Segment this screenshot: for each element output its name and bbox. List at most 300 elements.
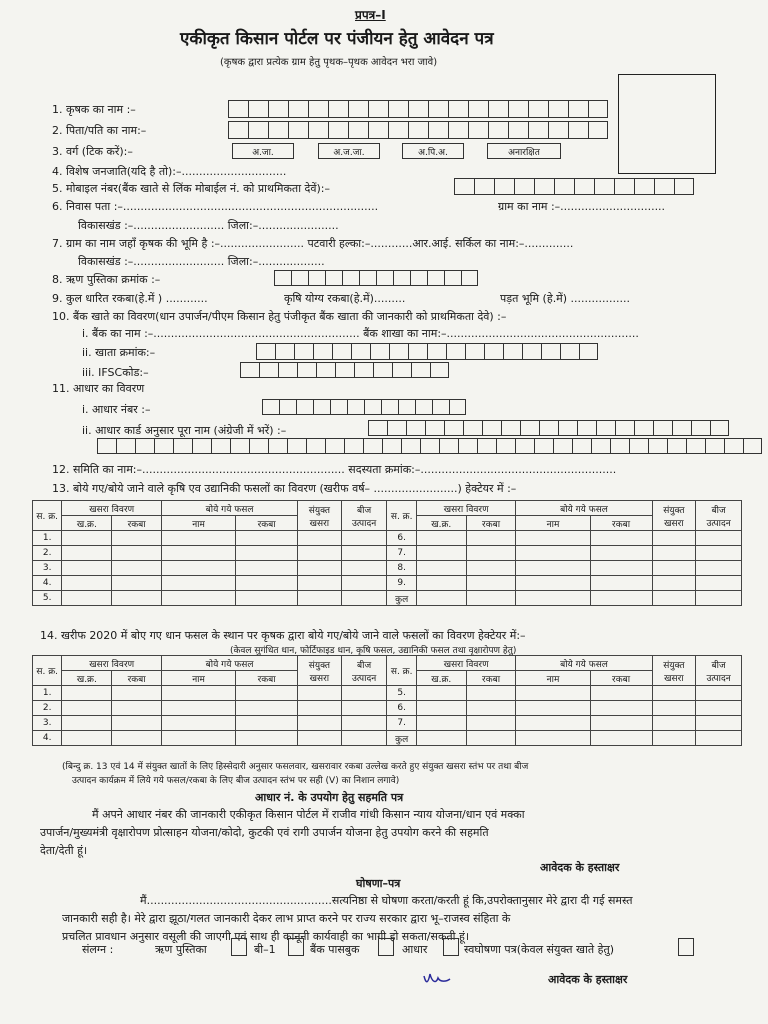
table-cell[interactable] xyxy=(161,591,235,606)
table-cell[interactable] xyxy=(590,731,652,746)
char-box[interactable] xyxy=(313,343,332,360)
table-cell[interactable] xyxy=(516,561,590,576)
char-box[interactable] xyxy=(116,438,135,454)
table-cell[interactable] xyxy=(161,531,235,546)
attach-passbook-checkbox[interactable] xyxy=(378,938,394,956)
table-cell[interactable] xyxy=(341,686,387,701)
table-cell[interactable] xyxy=(298,531,342,546)
char-box[interactable] xyxy=(634,178,654,195)
char-box[interactable] xyxy=(398,399,415,415)
table-cell[interactable] xyxy=(341,561,387,576)
char-box[interactable] xyxy=(588,100,608,118)
char-box[interactable] xyxy=(376,270,393,286)
table-cell[interactable] xyxy=(112,591,162,606)
char-box[interactable] xyxy=(488,121,508,139)
char-box[interactable] xyxy=(653,420,672,436)
char-box[interactable] xyxy=(278,362,297,378)
char-box[interactable] xyxy=(268,438,287,454)
table-cell[interactable] xyxy=(236,531,298,546)
char-box[interactable] xyxy=(610,438,629,454)
table-cell[interactable] xyxy=(516,546,590,561)
row-serial: 1. xyxy=(33,531,62,546)
table-cell[interactable] xyxy=(516,731,590,746)
table-cell[interactable] xyxy=(516,591,590,606)
char-box[interactable] xyxy=(408,121,428,139)
char-box[interactable] xyxy=(534,438,553,454)
char-box[interactable] xyxy=(534,178,554,195)
char-box[interactable] xyxy=(568,100,588,118)
col-seed-production: बीज उत्पादन xyxy=(696,656,742,686)
char-box[interactable] xyxy=(474,178,494,195)
char-box[interactable] xyxy=(691,420,710,436)
char-box[interactable] xyxy=(591,438,610,454)
char-box[interactable] xyxy=(288,121,308,139)
char-box[interactable] xyxy=(439,438,458,454)
table-cell[interactable] xyxy=(652,531,696,546)
char-box[interactable] xyxy=(230,438,249,454)
char-box[interactable] xyxy=(262,399,279,415)
table-cell[interactable] xyxy=(590,716,652,731)
char-box[interactable] xyxy=(541,343,560,360)
attach-self-declaration-checkbox[interactable] xyxy=(678,938,694,956)
table-cell[interactable] xyxy=(590,546,652,561)
char-box[interactable] xyxy=(354,362,373,378)
note-line-2: उत्पादन कार्यक्रम में लिये गये फसल/रकबा के लिए बीज उत्पादन स्तंभ पर सही (V) का निशान लगावे) xyxy=(72,776,400,786)
table-cell[interactable] xyxy=(112,731,162,746)
char-box[interactable] xyxy=(279,399,296,415)
char-box[interactable] xyxy=(308,270,325,286)
char-box[interactable] xyxy=(240,362,259,378)
char-box[interactable] xyxy=(503,343,522,360)
char-box[interactable] xyxy=(275,343,294,360)
char-box[interactable] xyxy=(297,362,316,378)
char-box[interactable] xyxy=(228,121,248,139)
char-box[interactable] xyxy=(488,100,508,118)
table-cell[interactable] xyxy=(416,531,466,546)
char-box[interactable] xyxy=(291,270,308,286)
char-box[interactable] xyxy=(373,362,392,378)
table-cell[interactable] xyxy=(466,546,516,561)
char-box[interactable] xyxy=(135,438,154,454)
category-obc[interactable]: अ.पि.अ. xyxy=(402,143,464,159)
char-box[interactable] xyxy=(332,343,351,360)
table-cell[interactable] xyxy=(341,731,387,746)
table-cell[interactable] xyxy=(466,531,516,546)
table-cell[interactable] xyxy=(696,546,742,561)
char-box[interactable] xyxy=(482,420,501,436)
char-box[interactable] xyxy=(347,399,364,415)
char-box[interactable] xyxy=(211,438,230,454)
char-box[interactable] xyxy=(306,438,325,454)
table-cell[interactable] xyxy=(516,686,590,701)
char-box[interactable] xyxy=(468,100,488,118)
char-box[interactable] xyxy=(514,178,534,195)
char-box[interactable] xyxy=(363,438,382,454)
char-box[interactable] xyxy=(448,121,468,139)
char-box[interactable] xyxy=(411,362,430,378)
table-cell[interactable] xyxy=(652,561,696,576)
char-box[interactable] xyxy=(465,343,484,360)
char-box[interactable] xyxy=(259,362,278,378)
char-box[interactable] xyxy=(448,100,468,118)
char-box[interactable] xyxy=(508,121,528,139)
char-box[interactable] xyxy=(410,270,427,286)
table-cell[interactable] xyxy=(590,686,652,701)
char-box[interactable] xyxy=(553,438,572,454)
char-box[interactable] xyxy=(274,270,291,286)
mobile-boxes[interactable] xyxy=(454,178,694,195)
table-cell[interactable] xyxy=(298,701,342,716)
table-cell[interactable] xyxy=(696,701,742,716)
char-box[interactable] xyxy=(248,100,268,118)
char-box[interactable] xyxy=(428,100,448,118)
char-box[interactable] xyxy=(444,270,461,286)
char-box[interactable] xyxy=(389,343,408,360)
table-cell[interactable] xyxy=(341,701,387,716)
table-cell[interactable] xyxy=(161,686,235,701)
table-cell[interactable] xyxy=(62,531,112,546)
char-box[interactable] xyxy=(432,399,449,415)
table-cell[interactable] xyxy=(341,716,387,731)
char-box[interactable] xyxy=(268,121,288,139)
table-cell[interactable] xyxy=(466,686,516,701)
char-box[interactable] xyxy=(287,438,306,454)
char-box[interactable] xyxy=(648,438,667,454)
table-cell[interactable] xyxy=(62,731,112,746)
char-box[interactable] xyxy=(228,100,248,118)
char-box[interactable] xyxy=(686,438,705,454)
char-box[interactable] xyxy=(344,438,363,454)
char-box[interactable] xyxy=(154,438,173,454)
char-box[interactable] xyxy=(674,178,694,195)
char-box[interactable] xyxy=(428,121,448,139)
table-cell[interactable] xyxy=(652,591,696,606)
table-cell[interactable] xyxy=(62,686,112,701)
char-box[interactable] xyxy=(330,399,347,415)
char-box[interactable] xyxy=(522,343,541,360)
char-box[interactable] xyxy=(461,270,478,286)
char-box[interactable] xyxy=(325,438,344,454)
table-cell[interactable] xyxy=(652,576,696,591)
char-box[interactable] xyxy=(370,343,389,360)
table-cell[interactable] xyxy=(112,686,162,701)
table-cell[interactable] xyxy=(298,716,342,731)
table-cell[interactable] xyxy=(236,561,298,576)
table-cell[interactable] xyxy=(466,576,516,591)
char-box[interactable] xyxy=(496,438,515,454)
char-box[interactable] xyxy=(342,270,359,286)
char-box[interactable] xyxy=(308,100,328,118)
table-cell[interactable] xyxy=(236,591,298,606)
attach-aadhaar-checkbox[interactable] xyxy=(443,938,459,956)
char-box[interactable] xyxy=(408,343,427,360)
table-cell[interactable] xyxy=(416,686,466,701)
char-box[interactable] xyxy=(406,420,425,436)
table-row xyxy=(33,701,742,716)
char-box[interactable] xyxy=(192,438,211,454)
char-box[interactable] xyxy=(615,420,634,436)
table-cell[interactable] xyxy=(62,546,112,561)
char-box[interactable] xyxy=(427,343,446,360)
char-box[interactable] xyxy=(296,399,313,415)
table-cell[interactable] xyxy=(466,731,516,746)
category-st[interactable]: अ.ज.जा. xyxy=(318,143,380,159)
char-box[interactable] xyxy=(256,343,275,360)
father-name-boxes[interactable] xyxy=(228,121,608,139)
char-box[interactable] xyxy=(348,100,368,118)
table-cell[interactable] xyxy=(161,701,235,716)
table-cell[interactable] xyxy=(590,561,652,576)
table-cell[interactable] xyxy=(516,716,590,731)
table-cell[interactable] xyxy=(652,686,696,701)
table-cell[interactable] xyxy=(416,591,466,606)
char-box[interactable] xyxy=(572,438,591,454)
table-cell[interactable] xyxy=(341,531,387,546)
char-box[interactable] xyxy=(387,420,406,436)
table-cell[interactable] xyxy=(236,701,298,716)
char-box[interactable] xyxy=(654,178,674,195)
table-cell[interactable] xyxy=(161,716,235,731)
table-cell[interactable] xyxy=(466,591,516,606)
field-bank-label: 10. बैंक खाते का विवरण(धान उपार्जन/पीएम किसान हेतु पंजीकृत बैंक खाता की जानकारी को प्राथमिकता देवे) :– xyxy=(52,310,507,323)
char-box[interactable] xyxy=(629,438,648,454)
table-cell[interactable] xyxy=(696,576,742,591)
char-box[interactable] xyxy=(388,100,408,118)
table-cell[interactable] xyxy=(696,731,742,746)
table-cell[interactable] xyxy=(416,731,466,746)
aadhaar-name-boxes-1[interactable] xyxy=(368,420,729,436)
attach-rin-pustika-checkbox[interactable] xyxy=(231,938,247,956)
char-box[interactable] xyxy=(614,178,634,195)
char-box[interactable] xyxy=(420,438,439,454)
char-box[interactable] xyxy=(724,438,743,454)
char-box[interactable] xyxy=(427,270,444,286)
col-crop-area: रकबा xyxy=(236,671,298,686)
table-cell[interactable] xyxy=(652,731,696,746)
field-aadhaar-label: 11. आधार का विवरण xyxy=(52,382,145,395)
table-row xyxy=(33,591,742,606)
table-cell[interactable] xyxy=(696,561,742,576)
table-cell[interactable] xyxy=(112,561,162,576)
char-box[interactable] xyxy=(634,420,653,436)
row-serial: 7. xyxy=(387,546,416,561)
char-box[interactable] xyxy=(294,343,313,360)
char-box[interactable] xyxy=(705,438,724,454)
table-cell[interactable] xyxy=(161,731,235,746)
account-boxes[interactable] xyxy=(256,343,598,360)
char-box[interactable] xyxy=(313,399,330,415)
char-box[interactable] xyxy=(484,343,503,360)
table-cell[interactable] xyxy=(341,591,387,606)
char-box[interactable] xyxy=(554,178,574,195)
table-cell[interactable] xyxy=(298,576,342,591)
char-box[interactable] xyxy=(415,399,432,415)
table-cell[interactable] xyxy=(161,576,235,591)
char-box[interactable] xyxy=(477,438,496,454)
char-box[interactable] xyxy=(393,270,410,286)
char-box[interactable] xyxy=(468,121,488,139)
char-box[interactable] xyxy=(425,420,444,436)
char-box[interactable] xyxy=(508,100,528,118)
char-box[interactable] xyxy=(558,420,577,436)
char-box[interactable] xyxy=(710,420,729,436)
table-cell[interactable] xyxy=(112,716,162,731)
char-box[interactable] xyxy=(594,178,614,195)
char-box[interactable] xyxy=(268,100,288,118)
char-box[interactable] xyxy=(335,362,354,378)
table-cell[interactable] xyxy=(236,576,298,591)
char-box[interactable] xyxy=(325,270,342,286)
table-cell[interactable] xyxy=(112,701,162,716)
aadhaar-name-boxes-2[interactable] xyxy=(97,438,762,454)
table-cell[interactable] xyxy=(236,731,298,746)
table-cell[interactable] xyxy=(416,716,466,731)
table-cell[interactable] xyxy=(62,591,112,606)
char-box[interactable] xyxy=(173,438,192,454)
table-cell[interactable] xyxy=(298,686,342,701)
char-box[interactable] xyxy=(368,121,388,139)
table-cell[interactable] xyxy=(298,591,342,606)
table-cell[interactable] xyxy=(652,701,696,716)
char-box[interactable] xyxy=(401,438,420,454)
table-cell[interactable] xyxy=(590,591,652,606)
char-box[interactable] xyxy=(577,420,596,436)
table-cell[interactable] xyxy=(590,701,652,716)
char-box[interactable] xyxy=(520,420,539,436)
char-box[interactable] xyxy=(382,438,401,454)
table-cell[interactable] xyxy=(298,731,342,746)
char-box[interactable] xyxy=(672,420,691,436)
char-box[interactable] xyxy=(359,270,376,286)
char-box[interactable] xyxy=(381,399,398,415)
table-cell[interactable] xyxy=(516,701,590,716)
declaration-line-2: जानकारी सही है। मेरे द्वारा झूठा/गलत जानकारी देकर लाभ प्राप्त करने पर राज्य सरकार द्वारा भू–राजस्व संहिता के xyxy=(62,912,511,925)
char-box[interactable] xyxy=(548,100,568,118)
char-box[interactable] xyxy=(388,121,408,139)
char-box[interactable] xyxy=(539,420,558,436)
char-box[interactable] xyxy=(348,121,368,139)
col-area: रकबा xyxy=(112,516,162,531)
table-cell[interactable] xyxy=(62,716,112,731)
char-box[interactable] xyxy=(574,178,594,195)
char-box[interactable] xyxy=(596,420,615,436)
char-box[interactable] xyxy=(454,178,474,195)
table-cell[interactable] xyxy=(62,561,112,576)
table-cell[interactable] xyxy=(696,591,742,606)
char-box[interactable] xyxy=(328,100,348,118)
table-cell[interactable] xyxy=(161,546,235,561)
table-cell[interactable] xyxy=(161,561,235,576)
char-box[interactable] xyxy=(743,438,762,454)
table-row xyxy=(33,561,742,576)
char-box[interactable] xyxy=(449,399,466,415)
char-box[interactable] xyxy=(368,100,388,118)
char-box[interactable] xyxy=(458,438,477,454)
table-cell[interactable] xyxy=(236,686,298,701)
char-box[interactable] xyxy=(248,121,268,139)
char-box[interactable] xyxy=(528,121,548,139)
table-cell[interactable] xyxy=(516,576,590,591)
col-joint-khasra: संयुक्त खसरा xyxy=(652,656,696,686)
row-serial: 6. xyxy=(387,701,416,716)
table-cell[interactable] xyxy=(696,686,742,701)
char-box[interactable] xyxy=(494,178,514,195)
table-cell[interactable] xyxy=(516,531,590,546)
attach-rin-pustika: ऋण पुस्तिका xyxy=(155,943,207,956)
char-box[interactable] xyxy=(308,121,328,139)
char-box[interactable] xyxy=(568,121,588,139)
farmer-name-boxes[interactable] xyxy=(228,100,608,118)
row-total: कुल xyxy=(387,591,416,606)
table-cell[interactable] xyxy=(416,546,466,561)
char-box[interactable] xyxy=(408,100,428,118)
char-box[interactable] xyxy=(430,362,449,378)
table-cell[interactable] xyxy=(112,531,162,546)
char-box[interactable] xyxy=(579,343,598,360)
table-cell[interactable] xyxy=(466,701,516,716)
char-box[interactable] xyxy=(515,438,534,454)
category-sc[interactable]: अ.जा. xyxy=(232,143,294,159)
table-cell[interactable] xyxy=(590,576,652,591)
table-cell[interactable] xyxy=(298,561,342,576)
char-box[interactable] xyxy=(328,121,348,139)
char-box[interactable] xyxy=(392,362,411,378)
char-box[interactable] xyxy=(351,343,370,360)
table-cell[interactable] xyxy=(112,576,162,591)
char-box[interactable] xyxy=(249,438,268,454)
table-cell[interactable] xyxy=(652,716,696,731)
table-cell[interactable] xyxy=(112,546,162,561)
table-cell[interactable] xyxy=(236,546,298,561)
table-cell[interactable] xyxy=(696,716,742,731)
table-cell[interactable] xyxy=(298,546,342,561)
attach-b1-checkbox[interactable] xyxy=(288,938,304,956)
ifsc-boxes[interactable] xyxy=(240,362,449,378)
char-box[interactable] xyxy=(501,420,520,436)
table-cell[interactable] xyxy=(341,576,387,591)
table-cell[interactable] xyxy=(696,531,742,546)
table-cell[interactable] xyxy=(416,701,466,716)
char-box[interactable] xyxy=(528,100,548,118)
rin-pustika-boxes[interactable] xyxy=(274,270,478,286)
table-cell[interactable] xyxy=(341,546,387,561)
table-cell[interactable] xyxy=(466,561,516,576)
table-cell[interactable] xyxy=(62,576,112,591)
table-cell[interactable] xyxy=(416,561,466,576)
char-box[interactable] xyxy=(444,420,463,436)
char-box[interactable] xyxy=(548,121,568,139)
char-box[interactable] xyxy=(368,420,387,436)
char-box[interactable] xyxy=(316,362,335,378)
col-khasra-no: ख.क्र. xyxy=(62,516,112,531)
category-general[interactable]: अनारक्षित xyxy=(487,143,561,159)
table-cell[interactable] xyxy=(652,546,696,561)
char-box[interactable] xyxy=(463,420,482,436)
char-box[interactable] xyxy=(446,343,465,360)
table-cell[interactable] xyxy=(466,716,516,731)
char-box[interactable] xyxy=(667,438,686,454)
table-cell[interactable] xyxy=(62,701,112,716)
table-cell[interactable] xyxy=(416,576,466,591)
table-cell[interactable] xyxy=(236,716,298,731)
char-box[interactable] xyxy=(97,438,116,454)
table-cell[interactable] xyxy=(590,531,652,546)
char-box[interactable] xyxy=(364,399,381,415)
aadhaar-boxes[interactable] xyxy=(262,399,466,415)
char-box[interactable] xyxy=(588,121,608,139)
char-box[interactable] xyxy=(560,343,579,360)
char-box[interactable] xyxy=(288,100,308,118)
